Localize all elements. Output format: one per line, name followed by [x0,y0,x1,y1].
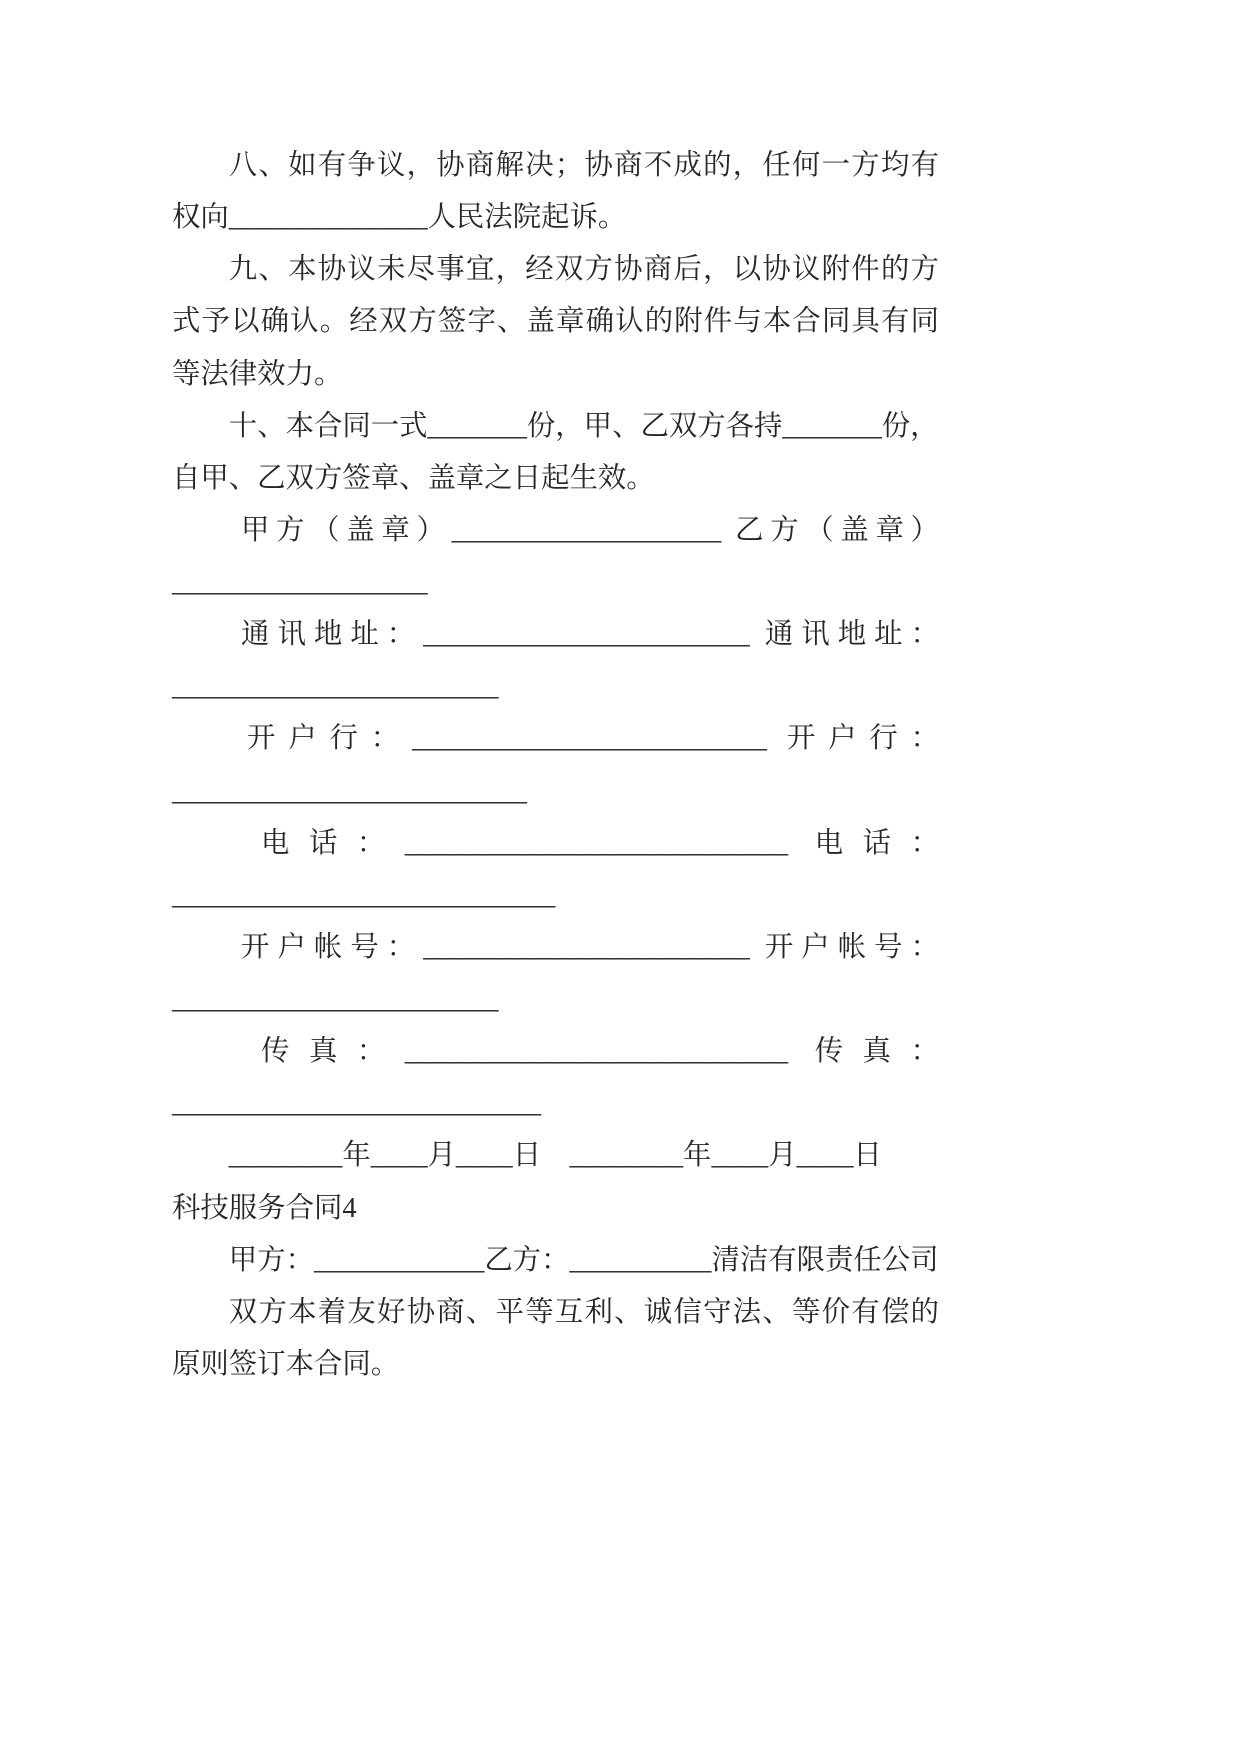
clause-9-line-2: 式予以确认。经双方签字、盖章确认的附件与本合同具有同 [172,306,939,338]
signature-address-blank: _______________________ [172,671,499,703]
clause-9-line-1: 九、本协议未尽事宜，经双方协商后，以协议附件的方 [228,254,939,286]
signature-account-line: 开户帐号：_______________________ 开户帐号： [241,931,939,963]
clause-8-line-1: 八、如有争议，协商解决；协商不成的，任何一方均有 [228,150,939,181]
contract-4-parties-line: 甲方：____________乙方：__________清洁有限责任公司 [228,1244,939,1276]
clause-9-line-3: 等法律效力。 [172,358,343,390]
document-text-block [172,140,939,1391]
signature-date-line: ________年____月____日 ________年____月____日 [228,1140,882,1172]
signature-seal-blank: __________________ [172,567,428,598]
contract-4-preamble-line-1: 双方本着友好协商、平等互利、诚信守法、等价有偿的 [228,1296,939,1328]
clause-10-line-2: 自甲、乙双方签章、盖章之日起生效。 [172,462,655,494]
signature-fax-line: 传真：___________________________ 传真： [261,1036,939,1068]
signature-seal-line: 甲方（盖章）___________________ 乙方（盖章） [241,514,939,546]
contract-4-title: 科技服务合同4 [172,1192,357,1224]
clause-8-line-2: 权向______________人民法院起诉。 [172,202,627,234]
signature-bank-blank: _________________________ [172,775,527,807]
signature-phone-line: 电话：___________________________ 电话： [261,827,939,859]
signature-fax-blank: __________________________ [172,1088,542,1120]
signature-bank-line: 开户行：_________________________ 开户行： [247,723,939,755]
clause-10-line-1: 十、本合同一式_______份，甲、乙双方各持_______份， [228,410,939,442]
contract-4-preamble-line-2: 原则签订本合同。 [172,1348,400,1380]
signature-account-blank: _______________________ [172,984,499,1015]
signature-address-line: 通讯地址：_______________________ 通讯地址： [241,619,939,651]
signature-phone-blank: ___________________________ [172,879,556,911]
